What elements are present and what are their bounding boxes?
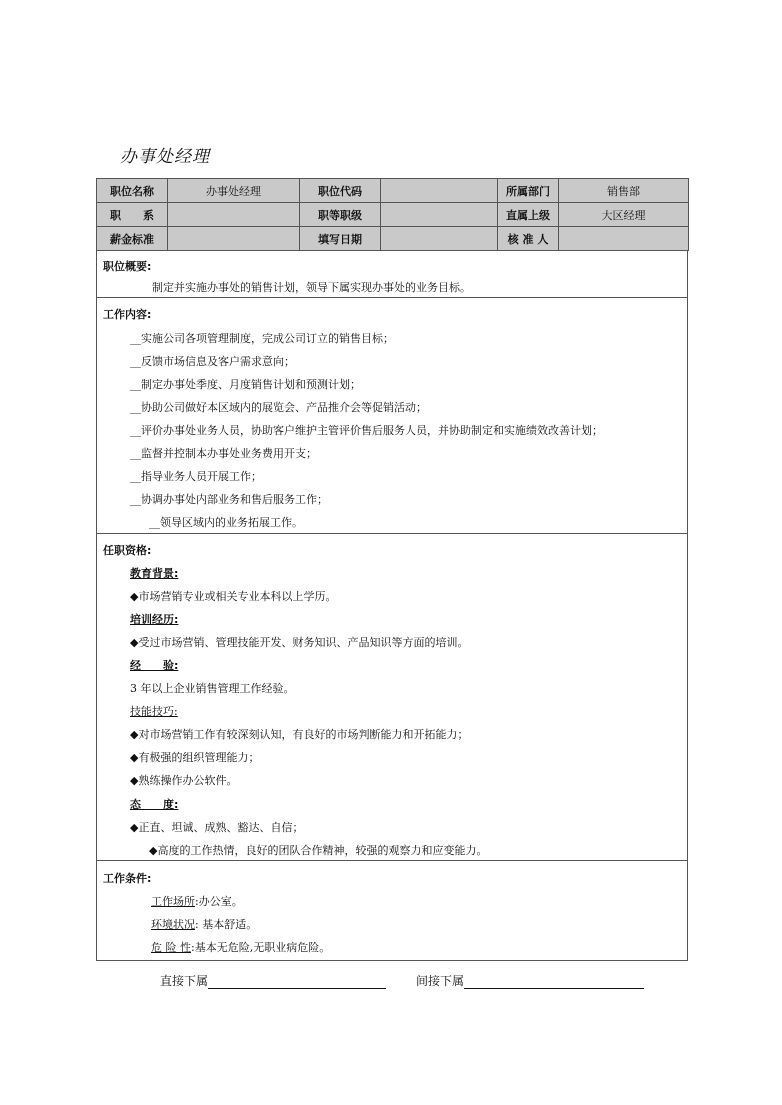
approver-label: 核 准 人 — [498, 227, 559, 251]
skill-item: ◆熟练操作办公软件。 — [130, 774, 238, 787]
date-label: 填写日期 — [300, 227, 381, 251]
direct-subordinates-blank[interactable] — [208, 976, 386, 989]
position-name-value: 办事处经理 — [168, 179, 300, 203]
position-name-label: 职位名称 — [97, 179, 168, 203]
position-code-label: 职位代码 — [300, 179, 381, 203]
risk-value: :基本无危险,无职业病危险。 — [191, 941, 331, 954]
position-code-value — [381, 179, 498, 203]
duty-item: __监督并控制本办事处业务费用开支； — [130, 447, 317, 460]
conditions-section — [96, 861, 688, 961]
experience-label: 经 验: — [130, 659, 179, 672]
qualifications-title: 任职资格: — [103, 544, 152, 557]
attitude-item: ◆正直、坦诚、成熟、豁达、自信； — [130, 821, 304, 834]
conditions-title: 工作条件: — [103, 872, 152, 885]
overview-section — [96, 250, 688, 298]
education-label: 教育背景: — [130, 567, 179, 580]
duties-title: 工作内容: — [103, 308, 152, 321]
overview-text: 制定并实施办事处的销售计划，领导下属实现办事处的业务目标。 — [152, 281, 471, 294]
experience-text: 3 年以上企业销售管理工作经验。 — [130, 682, 295, 695]
indirect-subordinates-blank[interactable] — [464, 976, 644, 989]
skills-label: 技能技巧: — [130, 705, 178, 718]
salary-value — [168, 227, 300, 251]
attitude-label: 态 度: — [130, 798, 179, 811]
duty-item: __评价办事处业务人员，协助客户维护主管评价售后服务人员，并协助制定和实施绩效改善计划； — [130, 424, 603, 437]
workplace-value: :办公室。 — [195, 895, 243, 908]
environment-line — [151, 916, 257, 932]
grade-label: 职等职级 — [300, 203, 381, 227]
overview-title: 职位概要: — [103, 260, 152, 273]
qualifications-section — [96, 534, 688, 861]
duty-item: __协助公司做好本区域内的展览会、产品推介会等促销活动； — [130, 401, 427, 414]
salary-label: 薪金标准 — [97, 227, 168, 251]
duty-item: __反馈市场信息及客户需求意向； — [130, 355, 295, 368]
workplace-label: 工作场所 — [151, 895, 195, 908]
duties-section — [96, 298, 688, 534]
risk-line — [151, 939, 330, 955]
job-family-value — [168, 203, 300, 227]
duty-item: __指导业务人员开展工作； — [130, 470, 262, 483]
header-row — [97, 203, 689, 227]
duty-item: __协调办事处内部业务和售后服务工作； — [130, 493, 328, 506]
environment-label: 环境状况 — [151, 918, 195, 931]
approver-value — [559, 227, 689, 251]
header-row — [97, 179, 689, 203]
job-family-label: 职 系 — [97, 203, 168, 227]
environment-value: : 基本舒适。 — [195, 918, 258, 931]
department-label: 所属部门 — [498, 179, 559, 203]
skill-item: ◆对市场营销工作有较深刻认知，有良好的市场判断能力和开拓能力； — [130, 728, 469, 741]
date-value — [381, 227, 498, 251]
supervisor-label: 直属上级 — [498, 203, 559, 227]
training-text: ◆受过市场营销、管理技能开发、财务知识、产品知识等方面的培训。 — [130, 636, 469, 649]
direct-subordinates-label: 直接下属 — [160, 974, 209, 988]
header-table — [96, 178, 689, 251]
duty-item: __领导区域内的业务拓展工作。 — [149, 516, 303, 529]
skill-item: ◆有极强的组织管理能力； — [130, 751, 260, 764]
department-value: 销售部 — [559, 179, 689, 203]
document-title: 办事处经理 — [120, 147, 210, 167]
workplace-line — [151, 893, 243, 909]
indirect-subordinates — [416, 972, 644, 989]
education-text: ◆市场营销专业或相关专业本科以上学历。 — [130, 590, 337, 603]
header-row — [97, 227, 689, 251]
grade-value — [381, 203, 498, 227]
direct-subordinates — [160, 972, 386, 989]
attitude-item: ◆高度的工作热情，良好的团队合作精神，较强的观察力和应变能力。 — [149, 844, 488, 857]
indirect-subordinates-label: 间接下属 — [416, 974, 465, 988]
duty-item: __制定办事处季度、月度销售计划和预测计划； — [130, 378, 361, 391]
risk-label: 危 险 性 — [151, 941, 191, 954]
training-label: 培训经历: — [130, 613, 179, 626]
duty-item: __实施公司各项管理制度，完成公司订立的销售目标； — [130, 332, 394, 345]
supervisor-value: 大区经理 — [559, 203, 689, 227]
